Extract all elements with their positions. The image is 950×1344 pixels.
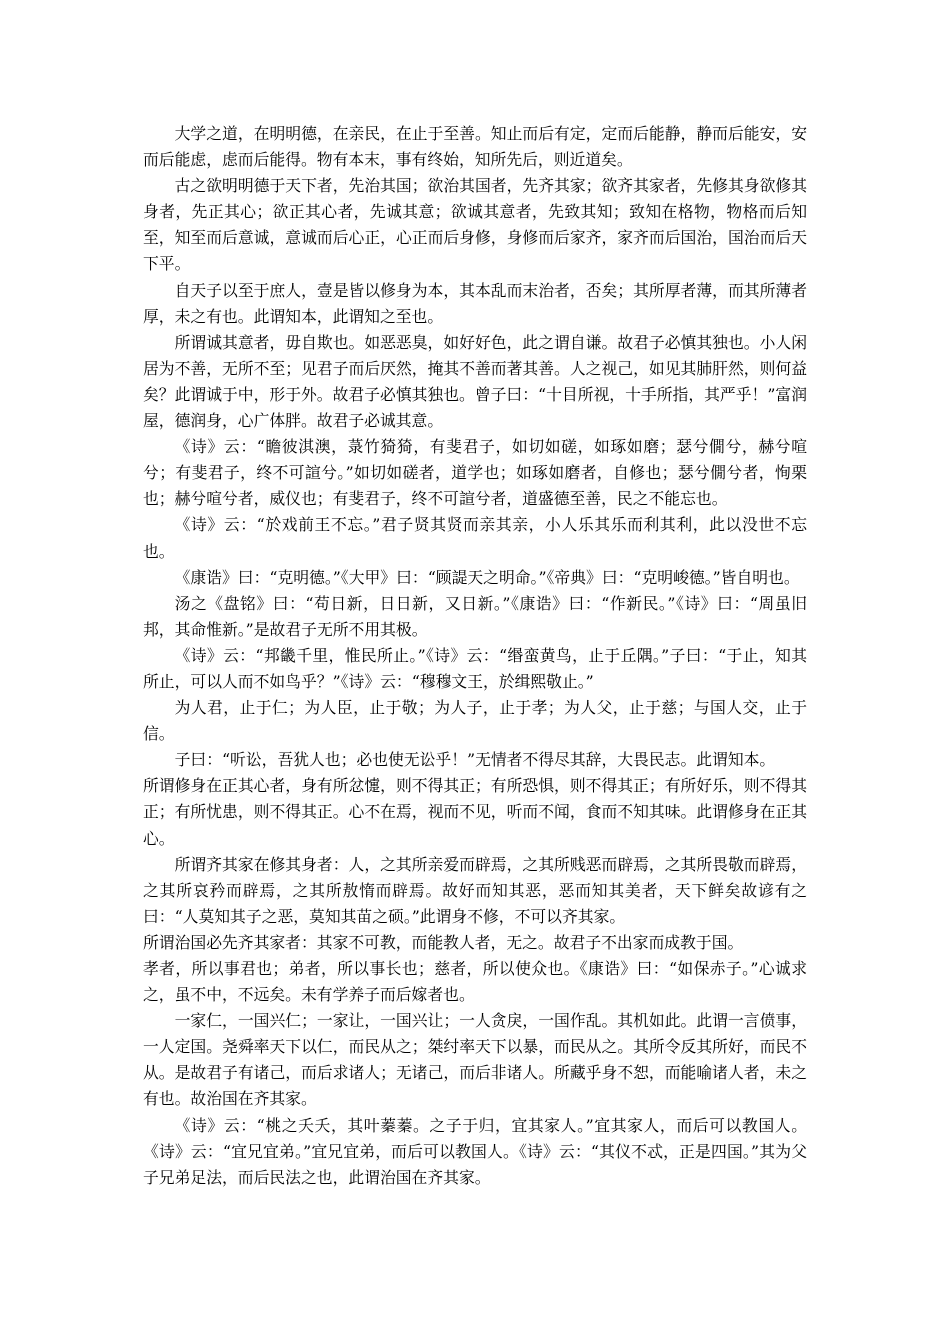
paragraph: 汤之《盘铭》曰：“苟日新，日日新，又日新。”《康诰》曰：“作新民。”《诗》曰：“周虽旧邦，其命惟新。”是故君子无所不用其极。 bbox=[143, 593, 807, 639]
paragraph: 大学之道，在明明德，在亲民，在止于至善。知止而后有定，定而后能静，静而后能安，安而后能虑，虑而后能得。物有本末，事有终始，知所先后，则近道矣。 bbox=[143, 124, 807, 170]
paragraph: 《诗》云：“於戏前王不忘。”君子贤其贤而亲其亲，小人乐其乐而利其利，此以没世不忘也。 bbox=[143, 515, 807, 561]
paragraph: 《诗》云：“邦畿千里，惟民所止。”《诗》云：“缗蛮黄鸟，止于丘隅。”子曰：“于止，知其所止，可以人而不如鸟乎？”《诗》云：“穆穆文王，於缉熙敬止。” bbox=[143, 645, 807, 691]
paragraph: 子曰：“听讼，吾犹人也；必也使无讼乎！”无情者不得尽其辞，大畏民志。此谓知本。 bbox=[174, 750, 776, 770]
paragraph: 为人君，止于仁；为人臣，止于敬；为人子，止于孝；为人父，止于慈；与国人交，止于信。 bbox=[143, 698, 807, 744]
paragraph: 一家仁，一国兴仁；一家让，一国兴让；一人贪戾，一国作乱。其机如此。此谓一言偾事，一人定国。尧舜率天下以仁，而民从之；桀纣率天下以暴，而民从之。其所令反其所好，而民不从。是故君子有诸己，而后求诸人；无诸己，而后非诸人。所藏乎身不恕，而能喻诸人者，未之有也。故治国在齐其家。 bbox=[143, 1011, 807, 1109]
document-body bbox=[143, 121, 807, 1191]
paragraph: 所谓治国必先齐其家者：其家不可教，而能教人者，无之。故君子不出家而成教于国。 bbox=[143, 932, 744, 952]
paragraph: 所谓诚其意者，毋自欺也。如恶恶臭，如好好色，此之谓自谦。故君子必慎其独也。小人闲居为不善，无所不至；见君子而后厌然，掩其不善而著其善。人之视己，如见其肺肝然，则何益矣？此谓诚于中，形于外。故君子必慎其独也。曾子曰：“十目所视，十手所指，其严乎！”富润屋，德润身，心广体胖。故君子必诚其意。 bbox=[143, 332, 807, 431]
paragraph: 《康诰》曰：“克明德。”《大甲》曰：“顾諟天之明命。”《帝典》曰：“克明峻德。”皆自明也。 bbox=[174, 567, 800, 587]
paragraph: 《诗》云：“桃之夭夭，其叶蓁蓁。之子于归，宜其家人。”宜其家人，而后可以教国人。《诗》云：“宜兄宜弟。”宜兄宜弟，而后可以教国人。《诗》云：“其仪不忒，正是四国。”其为父子兄弟足法，而后民法之也，此谓治国在齐其家。 bbox=[143, 1115, 807, 1187]
paragraph: 自天子以至于庶人，壹是皆以修身为本，其本乱而末治者，否矣；其所厚者薄，而其所薄者厚，未之有也。此谓知本，此谓知之至也。 bbox=[143, 280, 807, 326]
paragraph: 孝者，所以事君也；弟者，所以事长也；慈者，所以使众也。《康诰》曰：“如保赤子。”心诚求之，虽不中，不远矣。未有学养子而后嫁者也。 bbox=[143, 959, 807, 1005]
paragraph: 所谓修身在正其心者，身有所忿懥，则不得其正；有所恐惧，则不得其正；有所好乐，则不得其正；有所忧患，则不得其正。心不在焉，视而不见，听而不闻，食而不知其味。此谓修身在正其心。 bbox=[143, 776, 807, 848]
paragraph: 古之欲明明德于天下者，先治其国；欲治其国者，先齐其家；欲齐其家者，先修其身欲修其身者，先正其心；欲正其心者，先诚其意；欲诚其意者，先致其知；致知在格物，物格而后知至，知至而后意诚，意诚而后心正，心正而后身修，身修而后家齐，家齐而后国治，国治而后天下平。 bbox=[143, 176, 807, 274]
paragraph: 所谓齐其家在修其身者：人，之其所亲爱而辟焉，之其所贱恶而辟焉，之其所畏敬而辟焉，之其所哀矜而辟焉，之其所敖惰而辟焉。故好而知其恶，恶而知其美者，天下鲜矣故谚有之曰：“人莫知其子之恶，莫知其苗之硕。”此谓身不修，不可以齐其家。 bbox=[143, 854, 807, 926]
paragraph: 《诗》云：“瞻彼淇澳，菉竹猗猗，有斐君子，如切如磋，如琢如磨；瑟兮僩兮，赫兮喧兮；有斐君子，终不可諠兮。”如切如磋者，道学也；如琢如磨者，自修也；瑟兮僩兮者，恂栗也；赫兮喧兮者，威仪也；有斐君子，终不可諠兮者，道盛德至善，民之不能忘也。 bbox=[143, 437, 807, 509]
